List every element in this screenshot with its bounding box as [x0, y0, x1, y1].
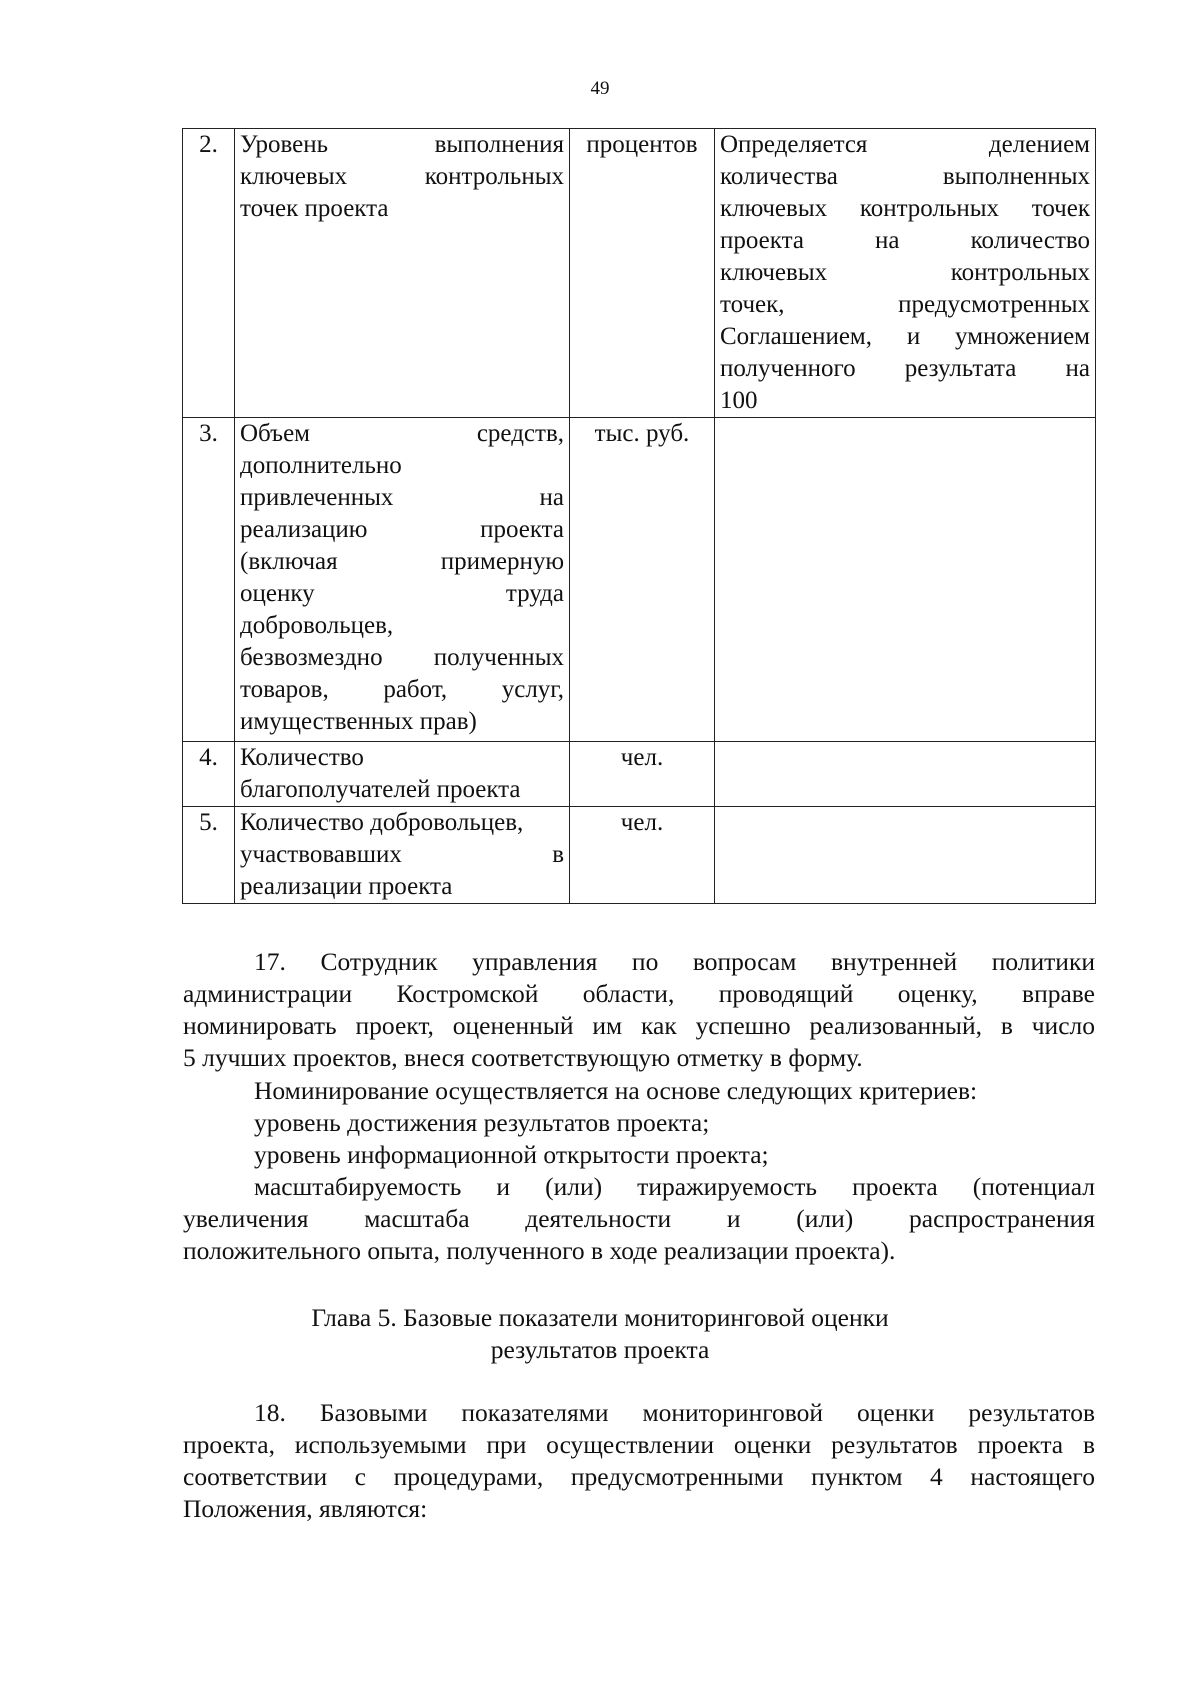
paragraph-18: 18. Базовыми показателями мониторинговой оценки результатов проекта, используемыми при осуществлении оценки результатов проекта в соответствии с процедурами, предусмотренными пунктом 4 настоящего Положения, являются:: [183, 1398, 1095, 1523]
row-number: 5.: [183, 807, 235, 904]
indicator-unit: тыс. руб.: [570, 418, 715, 742]
indicators-table: [182, 128, 1096, 904]
chapter-heading: Глава 5. Базовые показатели мониторинговой оценки результатов проекта: [311, 1303, 889, 1364]
table-row: [183, 807, 1096, 904]
indicator-unit: процентов: [570, 129, 715, 418]
indicator-method: [715, 807, 1096, 904]
criteria-item: масштабируемость и (или) тиражируемость проекта (потенциал: [254, 1172, 1095, 1201]
row-number: 2.: [183, 129, 235, 418]
row-number: 4.: [183, 742, 235, 807]
criteria-intro: Номинирование осуществляется на основе следующих критериев:: [254, 1076, 978, 1105]
indicator-unit: чел.: [570, 742, 715, 807]
nomination-criteria: Номинирование осуществляется на основе следующих критериев: уровень достижения результатов проекта; уровень информационной открытости проекта; масштабируемость и (или) тиражируемость проекта (потенциал увеличения масштаба деятельности и (или) распространения положительного опыта, полученного в ходе реализации проекта).: [183, 1076, 1095, 1265]
indicator-name: Количество благополучателей проекта: [235, 742, 570, 807]
row-number: 3.: [183, 418, 235, 742]
table-row: [183, 129, 1096, 418]
page-number: 49: [590, 78, 610, 99]
indicator-method: Определяется делением количества выполненных ключевых контрольных точек проекта на количество ключевых контрольных точек, предусмотренных Соглашением, и умножением полученного результата на 100: [715, 129, 1096, 418]
indicator-unit: чел.: [570, 807, 715, 904]
indicator-name: Количество добровольцев, участвовавших в реализации проекта: [235, 807, 570, 904]
indicator-name: Объем средств, дополнительно привлеченных на реализацию проекта (включая примерную оценку труда добровольцев, безвозмездно полученных товаров, работ, услуг, имущественных прав): [235, 418, 570, 742]
table-row: [183, 742, 1096, 807]
paragraph-17: 17. Сотрудник управления по вопросам внутренней политики администрации Костромской области, проводящий оценку, вправе номинировать проект, оцененный им как успешно реализованный, в число 5 лучших проектов, внеся соответствующую отметку в форму.: [183, 947, 1095, 1072]
table-row: [183, 418, 1096, 742]
criteria-item: уровень информационной открытости проекта;: [254, 1140, 769, 1169]
criteria-item: уровень достижения результатов проекта;: [254, 1108, 710, 1137]
indicator-method: [715, 418, 1096, 742]
indicator-method: [715, 742, 1096, 807]
indicator-name: Уровень выполнения ключевых контрольных точек проекта: [235, 129, 570, 418]
